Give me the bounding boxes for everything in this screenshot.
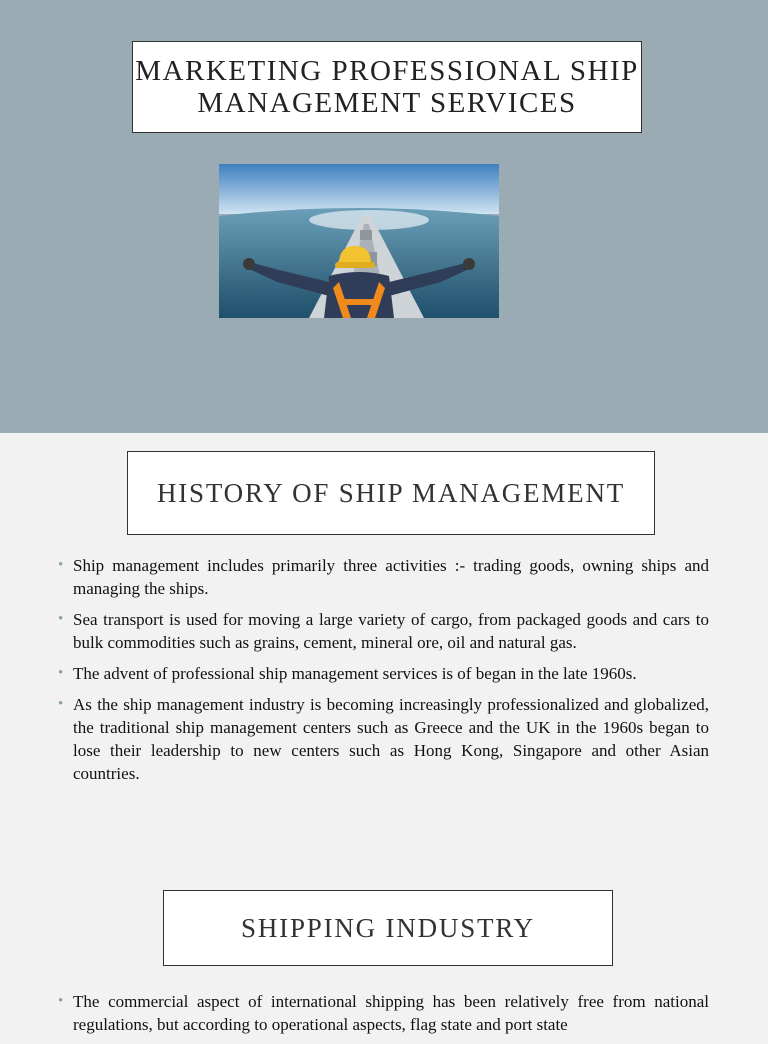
section-heading-box [127,451,655,535]
bullet-dot-icon: • [58,557,64,573]
bullet-text: The advent of professional ship management services is of began in the late 1960s. [73,664,637,683]
bullet-list-2 [56,990,709,1044]
bullet-dot-icon: • [58,665,64,681]
section-heading: HISTORY OF SHIP MANAGEMENT [156,477,626,508]
list-item [56,662,709,685]
ship-deck-illustration [219,164,499,318]
bullet-text: As the ship management industry is becoming increasingly professionalized and globalized, the traditional ship management centers such as Greece and the UK in the 1960s began to lose their leadership to new centers such as Hong Kong, Singapore and other Asian countries. [73,695,709,783]
bullet-dot-icon: • [58,993,64,1009]
title-slide [0,0,768,433]
bullet-dot-icon: • [58,696,64,712]
bullet-list [56,554,709,793]
bullet-text: The commercial aspect of international shipping has been relatively free from national regulations, but according to operational aspects, flag state and port state [73,992,709,1034]
content-slide [0,433,768,1034]
list-item [56,693,709,785]
list-item [56,990,709,1036]
slide-title: MARKETING PROFESSIONAL SHIP MANAGEMENT SERVICES [135,55,639,119]
bullet-dot-icon: • [58,611,64,627]
bullet-text: Ship management includes primarily three activities :- trading goods, owning ships and managing the ships. [73,556,709,598]
section-heading-2: SHIPPING INDUSTRY [241,912,535,943]
title-box [132,41,642,133]
ship-deck-photo [219,164,499,318]
list-item [56,608,709,654]
list-item [56,554,709,600]
bullet-text: Sea transport is used for moving a large variety of cargo, from packaged goods and cars to bulk commodities such as grains, cement, mineral ore, oil and natural gas. [73,610,709,652]
section-heading-box-2 [163,890,613,966]
